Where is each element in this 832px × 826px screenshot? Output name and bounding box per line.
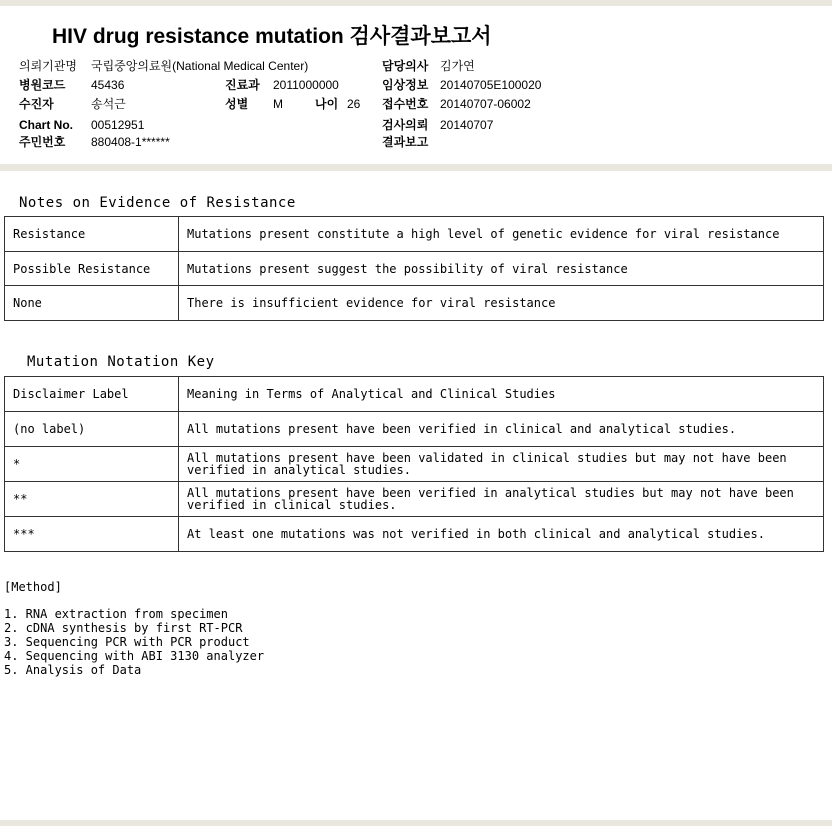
hospital-code-value: 45436	[91, 78, 125, 92]
clinical-value: 20140705E100020	[440, 78, 542, 92]
doctor-value: 김가연	[440, 59, 475, 73]
table-row	[5, 377, 824, 412]
key-label-cell: **	[5, 482, 179, 517]
method-step: 3. Sequencing PCR with PCR product	[4, 635, 250, 649]
bottom-band	[0, 820, 832, 826]
hospital-code-label: 병원코드	[19, 78, 66, 92]
patient-label: 수진자	[19, 97, 54, 111]
age-label: 나이	[315, 97, 339, 111]
key-label-cell: *	[5, 447, 179, 482]
chart-value: 00512951	[91, 118, 145, 132]
report-label: 결과보고	[382, 135, 429, 149]
method-heading: [Method]	[4, 580, 62, 594]
clinical-label: 임상정보	[382, 78, 429, 92]
table-row	[5, 286, 824, 321]
sex-label: 성별	[225, 97, 249, 111]
notes-label-cell: Resistance	[5, 217, 179, 252]
table-row	[5, 517, 824, 552]
receipt-value: 20140707-06002	[440, 97, 531, 111]
table-row	[5, 482, 824, 517]
section-divider	[0, 164, 832, 171]
key-label-cell: (no label)	[5, 412, 179, 447]
report-title: HIV drug resistance mutation 검사결과보고서	[52, 25, 492, 48]
notes-section-title: Notes on Evidence of Resistance	[19, 195, 296, 211]
notes-text-cell: Mutations present constitute a high level of genetic evidence for viral resistance	[179, 217, 824, 252]
resident-value: 880408-1******	[91, 135, 170, 149]
institution-label: 의뢰기관명	[19, 59, 77, 73]
method-step: 4. Sequencing with ABI 3130 analyzer	[4, 649, 265, 663]
request-value: 20140707	[440, 118, 494, 132]
notes-text-cell: There is insufficient evidence for viral resistance	[179, 286, 824, 321]
table-row	[5, 217, 824, 252]
method-step: 5. Analysis of Data	[4, 663, 142, 677]
notes-table	[4, 216, 824, 321]
method-step: 2. cDNA synthesis by first RT-PCR	[4, 621, 243, 635]
notes-label-cell: None	[5, 286, 179, 321]
doctor-label: 담당의사	[382, 59, 429, 73]
notes-text-cell: Mutations present suggest the possibility of viral resistance	[179, 252, 824, 286]
table-row	[5, 447, 824, 482]
key-text-cell: At least one mutations was not verified in both clinical and analytical studies.	[179, 517, 824, 552]
institution-value: 국립중앙의료원(National Medical Center)	[91, 59, 309, 73]
notes-label-cell: Possible Resistance	[5, 252, 179, 286]
resident-label: 주민번호	[19, 135, 66, 149]
request-label: 검사의뢰	[382, 118, 429, 132]
top-band	[0, 0, 832, 6]
key-text-cell: All mutations present have been verified in clinical and analytical studies.	[179, 412, 824, 447]
table-row	[5, 252, 824, 286]
sex-value: M	[273, 97, 283, 111]
dept-value: 2011000000	[273, 78, 339, 92]
age-value: 26	[347, 97, 361, 111]
receipt-label: 접수번호	[382, 97, 429, 111]
key-section-title: Mutation Notation Key	[27, 354, 215, 370]
patient-value: 송석근	[91, 97, 126, 111]
key-text-cell: Meaning in Terms of Analytical and Clinical Studies	[179, 377, 824, 412]
key-label-cell: Disclaimer Label	[5, 377, 179, 412]
method-step: 1. RNA extraction from specimen	[4, 607, 228, 621]
chart-label: Chart No.	[19, 118, 73, 132]
key-text-cell: All mutations present have been validated in clinical studies but may not have been verified in analytical studies.	[179, 447, 824, 482]
key-text-cell: All mutations present have been verified in analytical studies but may not have been verified in clinical studies.	[179, 482, 824, 517]
key-label-cell: ***	[5, 517, 179, 552]
dept-label: 진료과	[225, 78, 260, 92]
table-row	[5, 412, 824, 447]
key-table	[4, 376, 824, 552]
